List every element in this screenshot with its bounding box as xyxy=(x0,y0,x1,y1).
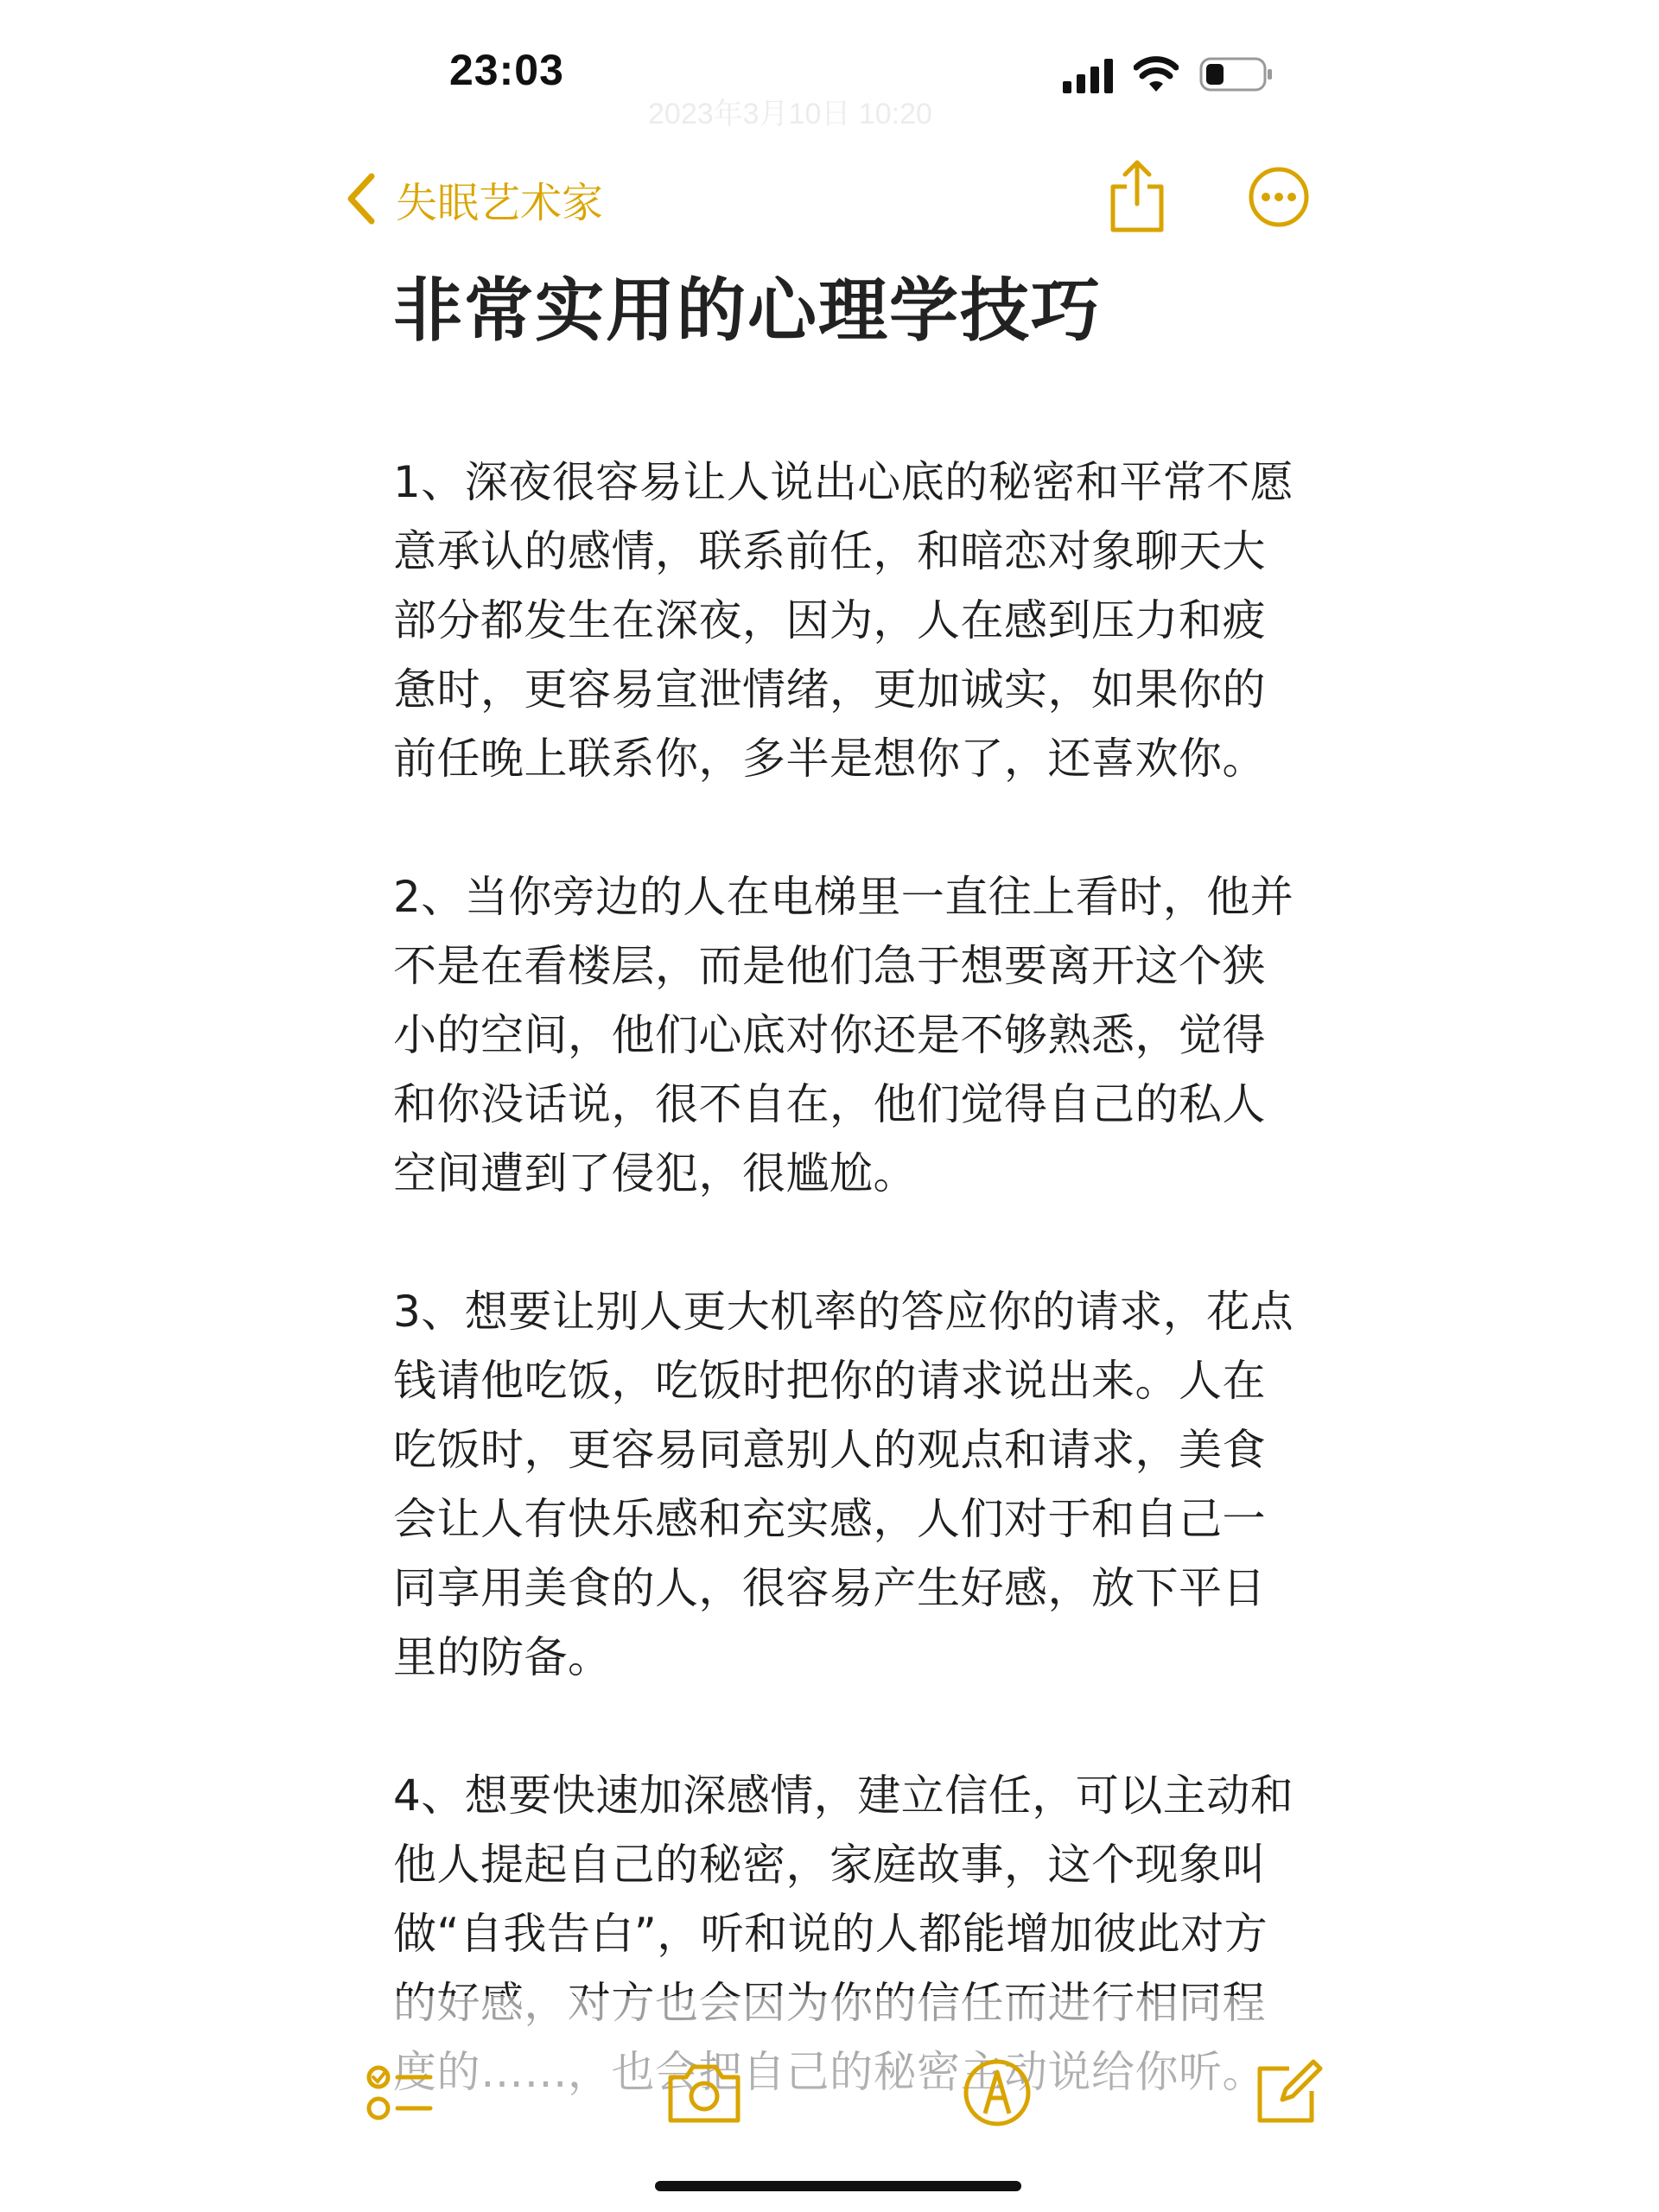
markup-pen-icon xyxy=(961,2056,1033,2129)
note-body xyxy=(393,448,1300,2107)
compose-button[interactable] xyxy=(1251,2056,1324,2129)
note-paragraph-1: 1、深夜很容易让人说出心底的秘密和平常不愿意承认的感情，联系前任，和暗恋对象聊天大部分都发生在深夜，因为，人在感到压力和疲惫时，更容易宣泄情绪，更加诚实，如果你的前任晚上联系你，多半是想你了，还喜欢你。 xyxy=(393,457,1294,784)
checklist-icon xyxy=(363,2056,435,2129)
wifi-icon xyxy=(1134,55,1179,93)
share-icon[interactable] xyxy=(1106,159,1168,233)
status-bar xyxy=(0,0,1659,138)
back-button[interactable] xyxy=(344,164,603,233)
compose-icon xyxy=(1251,2056,1324,2129)
chevron-left-icon xyxy=(344,171,378,226)
status-ghost-timestamp: 2023年3月10日 10:20 xyxy=(648,98,932,130)
bottom-toolbar xyxy=(0,2056,1659,2152)
note-content[interactable] xyxy=(393,259,1300,2176)
camera-icon xyxy=(665,2056,743,2129)
checklist-button[interactable] xyxy=(363,2056,435,2129)
note-paragraph-4: 4、想要快速加深感情，建立信任，可以主动和他人提起自己的秘密，家庭故事，这个现象叫做“自我告白”，听和说的人都能增加彼此对方 xyxy=(393,1770,1294,1959)
camera-button[interactable] xyxy=(665,2056,743,2129)
more-options-icon[interactable] xyxy=(1248,166,1310,228)
cellular-signal-icon xyxy=(1063,59,1116,93)
back-label: 失眠艺术家 xyxy=(396,178,604,227)
status-time: 23:03 xyxy=(449,46,564,94)
battery-icon xyxy=(1199,57,1274,92)
home-indicator xyxy=(655,2181,1021,2191)
note-paragraph-3: 3、想要让别人更大机率的答应你的请求，花点钱请他吃饭，吃饭时把你的请求说出来。人在吃饭时，更容易同意别人的观点和请求，美食会让人有快乐感和充实感，人们对于和自己一同享用美食的人，很容易产生好感，放下平日里的防备。 xyxy=(393,1287,1294,1682)
note-paragraph-2: 2、当你旁边的人在电梯里一直往上看时，他并不是在看楼层，而是他们急于想要离开这个狭小的空间，他们心底对你还是不够熟悉，觉得和你没话说，很不自在，他们觉得自己的私人空间遭到了侵犯，很尴尬。 xyxy=(393,872,1294,1198)
markup-button[interactable] xyxy=(961,2056,1033,2129)
note-title: 非常实用的心理学技巧 xyxy=(393,270,1102,351)
navigation-bar xyxy=(0,156,1659,242)
